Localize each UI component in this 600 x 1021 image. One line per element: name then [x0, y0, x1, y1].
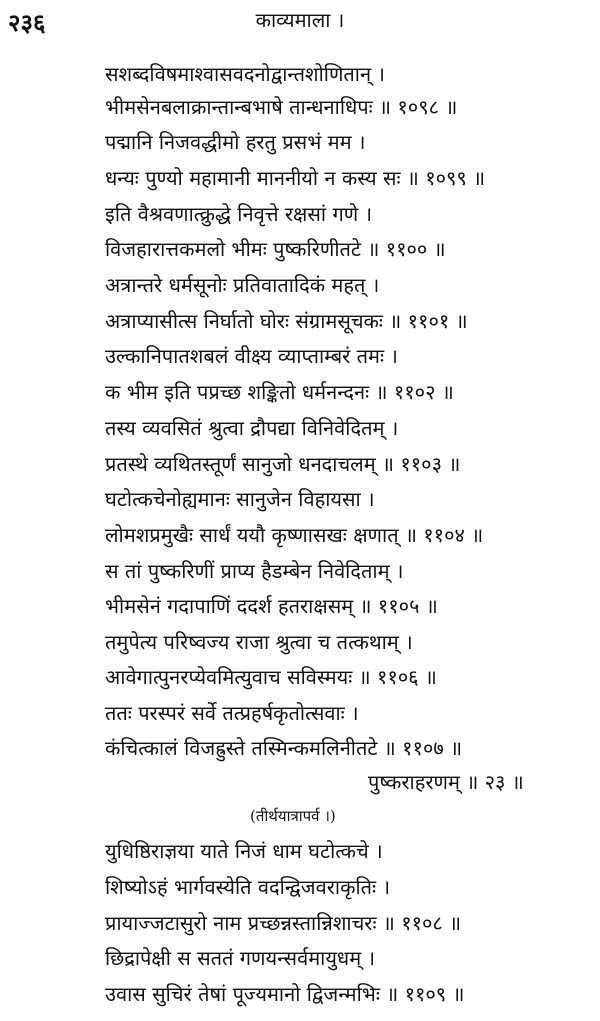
verse-line: धन्यः पुण्यो महामानी माननीयो न कस्य सः ॥ १०९९ ॥	[105, 166, 486, 190]
verse-line: भीमसेनं गदापाणिं ददर्श हतराक्षसम् ॥ ११०५ ॥	[105, 594, 438, 618]
verse-line: घटोत्कचेनोह्यमानः सानुजेन विहायसा ।	[105, 487, 375, 511]
page-number: २३६	[8, 8, 46, 37]
verse-line: स तां पुष्करिणीं प्राप्य हैडम्बेन निवेदिताम् ।	[105, 559, 404, 583]
verse-line: उल्कानिपातशबलं वीक्ष्य व्याप्ताम्बरं तमः ।	[105, 344, 398, 368]
verse-line: पद्मानि निजवद्धीमो हरतु प्रसभं मम ।	[105, 130, 366, 154]
verse-line: प्रतस्थे व्यथितस्तूर्णं सानुजो धनदाचलम् ॥ ११०३ ॥	[105, 452, 461, 476]
verse-line: अत्रान्तरे धर्मसूनोः प्रतिवातादिकं महत् ।	[105, 273, 380, 297]
section-title: (तीर्थयात्रापर्व ।)	[250, 807, 336, 825]
verse-line: छिद्रापेक्षी स सततं गणयन्सर्वमायुधम् ।	[105, 946, 376, 970]
verse-line: युधिष्ठिराज्ञया याते निजं धाम घटोत्कचे ।	[105, 839, 383, 863]
verse-line: शिष्योऽहं भार्गवस्येति वदन्द्विजवराकृतिः ।	[105, 875, 391, 899]
verse-line: उवास सुचिरं तेषां पूज्यमानो द्विजन्मभिः ॥ ११०९ ॥	[105, 982, 465, 1006]
running-title: काव्यमाला ।	[255, 8, 345, 32]
verse-line: तस्य व्यवसितं श्रुत्वा द्रौपद्या विनिवेदितम् ।	[105, 416, 399, 440]
chapter-end: पुष्कराहरणम् ॥ २३ ॥	[368, 770, 524, 794]
verse-line: विजहारात्तकमलो भीमः पुष्करिणीतटे ॥ ११०० ॥	[105, 237, 446, 261]
verse-line: तमुपेत्य परिष्वज्य राजा श्रुत्वा च तत्कथाम् ।	[105, 630, 413, 654]
verse-line: सशब्दविषमाश्वासवदनोद्वान्तशोणितान् ।	[105, 62, 386, 86]
verse-line: क भीम इति पप्रच्छ शङ्कितो धर्मनन्दनः ॥ ११०२ ॥	[105, 380, 454, 404]
verse-line: ततः परस्परं सर्वे तत्प्रहर्षकृतोत्सवाः ।	[105, 701, 359, 725]
verse-line: अत्राप्यासीत्स निर्घातो घोरः संग्रामसूचकः ॥ ११०१ ॥	[105, 309, 468, 333]
verse-line: लोमशप्रमुखैः सार्धं ययौ कृष्णासखः क्षणात् ॥ ११०४ ॥	[105, 523, 484, 547]
verse-line: कंचित्कालं विजह्रुस्ते तस्मिन्कमलिनीतटे ॥ ११०७ ॥	[105, 736, 463, 760]
verse-line: आवेगात्पुनरप्येवमित्युवाच सविस्मयः ॥ ११०६ ॥	[105, 665, 437, 689]
verse-line: इति वैश्रवणात्क्रुद्धे निवृत्ते रक्षसां गणे ।	[105, 202, 373, 226]
verse-line: भीमसेनबलाक्रान्तान्बभाषे तान्धनाधिपः ॥ १०९८ ॥	[105, 95, 458, 119]
verse-line: प्रायाज्जटासुरो नाम प्रच्छन्नस्तान्निशाचरः ॥ ११०८ ॥	[105, 911, 462, 935]
